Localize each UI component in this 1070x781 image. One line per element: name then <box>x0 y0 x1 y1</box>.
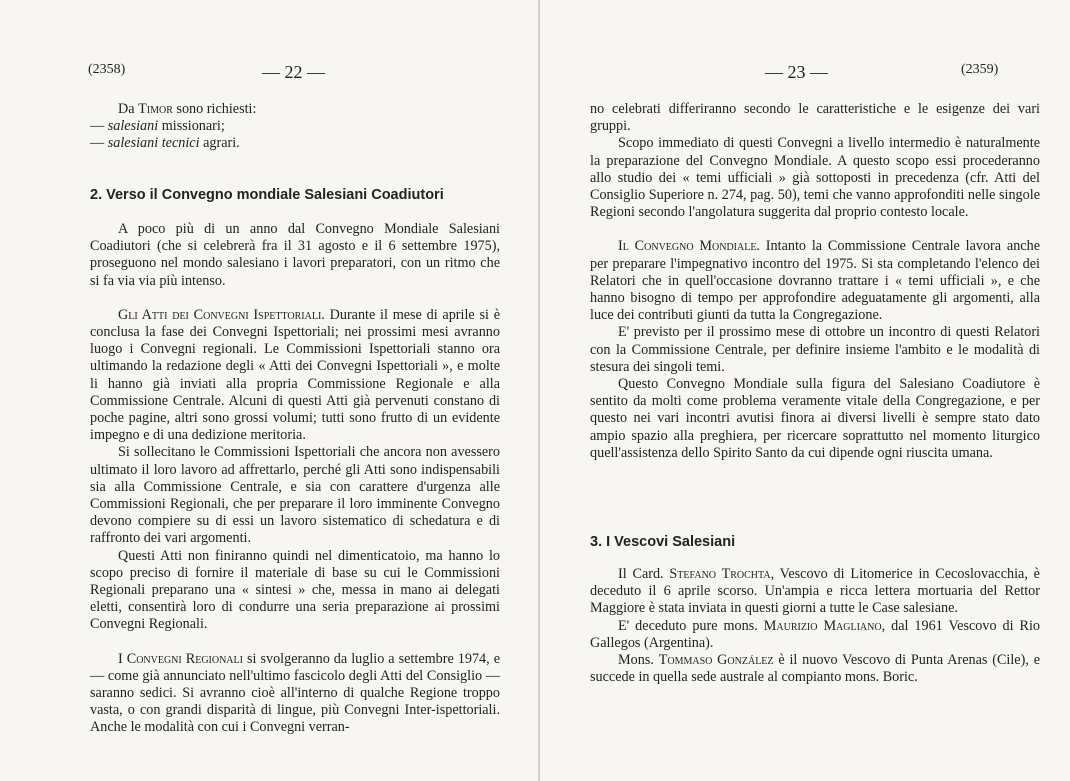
text-column <box>90 221 500 737</box>
section-heading: 3. I Vescovi Salesiani <box>590 534 736 550</box>
text-column <box>90 101 500 153</box>
paragraph: Mons. Tommaso González è il nuovo Vescovo di Punta Arenas (Cile), e succede in quella sede australe al compianto mons. Boric. <box>590 652 1040 686</box>
text-column <box>590 566 1040 686</box>
paragraph: no celebrati differiranno secondo le caratteristiche e le esigenze dei vari gruppi. <box>590 101 1040 135</box>
page-header-code: (2358) <box>88 62 126 77</box>
paragraph: Questi Atti non finiranno quindi nel dimenticatoio, ma hanno lo scopo preciso di fornire il materiale di base su cui le Commissioni Regionali preparano una « sintesi » che, messa in mano ai delegati eletti, consentirà loro di condurre una seria preparazione ai prossimi Convegni Regionali. <box>90 547 500 633</box>
page-number: — 23 — <box>765 62 828 82</box>
paragraph: I Convegni Regionali si svolgeranno da luglio a settembre 1974, e — come già annunciato nell'ultimo fascicolo degli Atti del Consiglio — saranno sedici. Si avranno cioè all'interno di qualche Regione troppo vasta, o con grandi disparità di lingue, più Convegni Inter-ispettoriali. Anche le modalità con cui i Convegni verran- <box>90 650 500 736</box>
list-item: — salesiani tecnici agrari. <box>90 135 240 152</box>
page-number: — 22 — <box>262 62 325 82</box>
paragraph: Questo Convegno Mondiale sulla figura del Salesiano Coadiutore è sentito da molti come problema veramente vitale della Congregazione, e per questo nei vari incontri avutisi finora ai diversi livelli è sempre stato dato ampio spazio alla preghiera, per ricercare soprattutto nel momento liturgico quell'assistenza dello Spirito Santo da cui dipende ogni riuscita umana. <box>590 376 1040 461</box>
intro-line: Da Timor sono richiesti: <box>118 101 257 117</box>
paragraph: Il Card. Stefano Trochta, Vescovo di Litomerice in Cecoslovacchia, è deceduto il 6 aprile scorso. Un'ampia e ricca lettera mortuaria del Rettor Maggiore è stata inviata in questi giorni a tutte le Case salesiane. <box>590 566 1040 617</box>
paragraph: E' previsto per il prossimo mese di ottobre un incontro di questi Relatori con la Commissione Centrale, per definire insieme l'ambito e le modalità di stesura dei singoli temi. <box>590 324 1040 375</box>
text-column <box>590 101 1040 462</box>
right-page <box>540 0 1070 781</box>
section-heading: 2. Verso il Convegno mondiale Salesiani Coadiutori <box>90 187 444 203</box>
paragraph: Il Convegno Mondiale. Intanto la Commissione Centrale lavora anche per preparare l'impegnativo incontro del 1975. Si sta completando l'elenco dei Relatori che in quell'occasione dovranno trattare i « temi ufficiali », e che hanno bisogno di tempo per approfondire adeguatamente gli argomenti, alla luce dei contributi giunti da tutta la Congregazione. <box>590 238 1040 324</box>
paragraph: Gli Atti dei Convegni Ispettoriali. Durante il mese di aprile si è conclusa la fase dei Convegni Ispettoriali; nei prossimi mesi avranno luogo i Convegni regionali. Le Commissioni Ispettoriali stanno ora ultimando la redazione degli « Atti dei Convegni Ispettoriali », e molte li hanno già inviati alla propria Commissione Regionale e alla Commissione Centrale. Alcuni di questi Atti già pervenuti constano di poche pagine, altri sono grossi volumi; tutti sono frutto di un evidente impegno e di una dedizione meritoria. <box>90 306 500 444</box>
page-header-code: (2359) <box>961 62 999 77</box>
paragraph: Scopo immediato di questi Convegni a livello intermedio è naturalmente la preparazione del Convegno Mondiale. A questo scopo essi procederanno allo studio dei « temi ufficiali » già sottoposti in precedenza (cfr. Atti del Consiglio Superiore n. 274, pag. 50), temi che vanno approfonditi nelle singole Regioni secondo l'angolatura suggerita dal proprio contesto locale. <box>590 135 1040 221</box>
paragraph: E' deceduto pure mons. Maurizio Magliano, dal 1961 Vescovo di Rio Gallegos (Argentina). <box>590 617 1040 651</box>
list-item: — salesiani missionari; <box>90 118 225 135</box>
paragraph: A poco più di un anno dal Convegno Mondiale Salesiani Coadiutori (che si celebrerà fra il 31 agosto e il 6 settembre 1975), proseguono nel mondo salesiano i lavori preparatori, con un ritmo che si fa via via più intenso. <box>90 221 500 289</box>
paragraph: Si sollecitano le Commissioni Ispettoriali che ancora non avessero ultimato il loro lavoro ad affrettarlo, perché gli Atti sono indispensabili sia alla Commissione Centrale, e sia con carattere d'urgenza alle Commissioni Regionali, che per preparare il loro imminente Convegno devono compiere su di essi un lavoro sistematico di schedatura e di raffronto dei vari argomenti. <box>90 444 500 547</box>
